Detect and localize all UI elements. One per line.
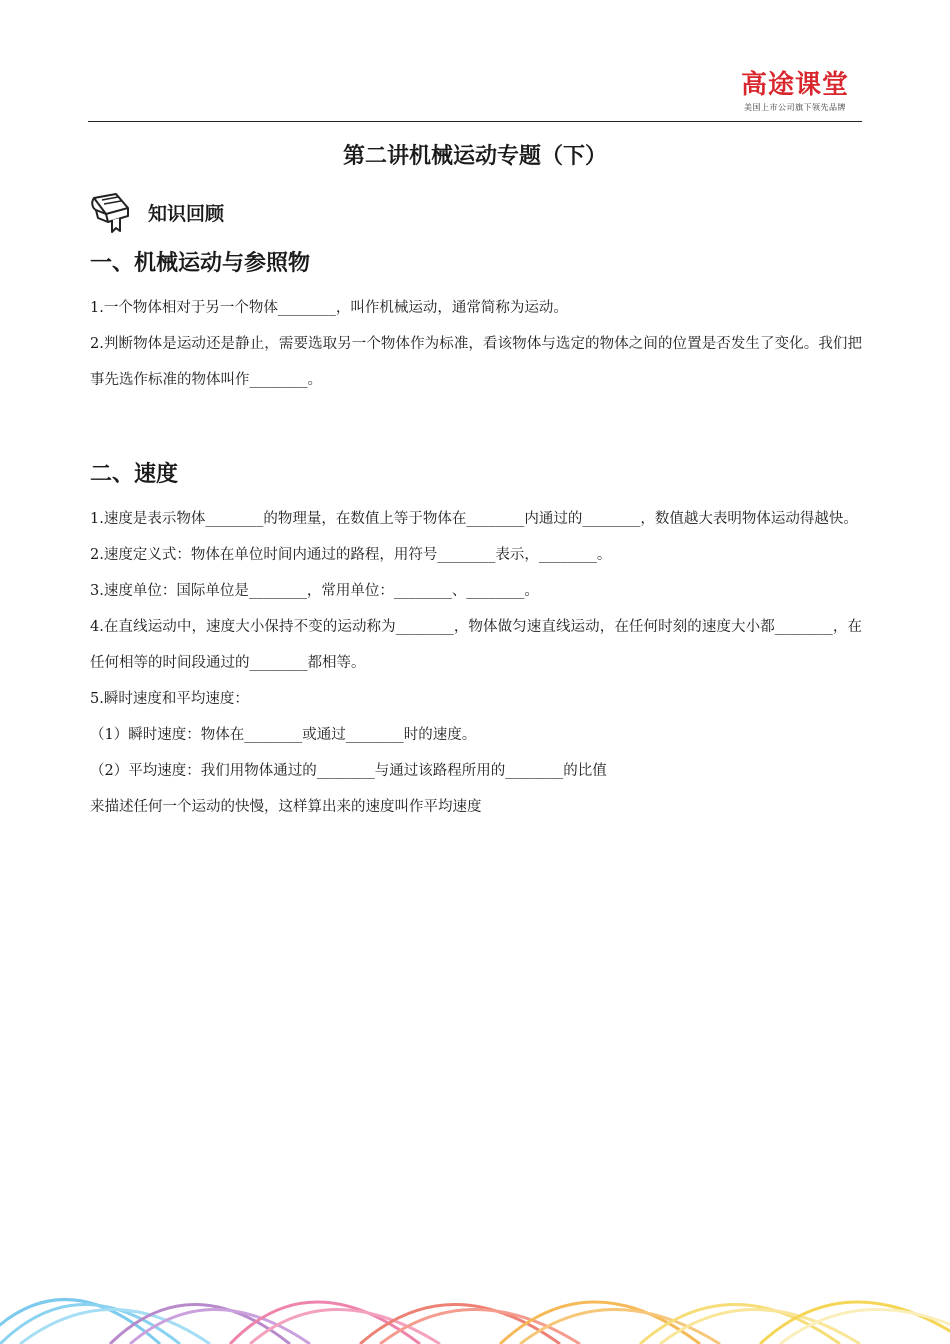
paragraph: （1）瞬时速度：物体在________或通过________时的速度。 xyxy=(90,727,477,743)
section-speed xyxy=(90,459,862,825)
book-icon xyxy=(90,190,136,234)
section-heading: 一、机械运动与参照物 xyxy=(90,251,311,276)
paragraph: （2）平均速度：我们用物体通过的________与通过该路程所用的________的比值 xyxy=(90,763,607,779)
logo-name: 高途课堂 xyxy=(740,70,849,100)
brand-logo xyxy=(735,70,855,114)
paragraph: 4.在直线运动中，速度大小保持不变的运动称为________，物体做匀速直线运动，在任何时刻的速度大小都________，在任何相等的时间段通过的________都相等。 xyxy=(90,619,862,671)
decorative-rainbow-footer xyxy=(0,1265,950,1344)
paragraph: 来描述任何一个运动的快慢，这样算出来的速度叫作平均速度 xyxy=(90,799,482,815)
paragraph: 1.一个物体相对于另一个物体________，叫作机械运动，通常简称为运动。 xyxy=(90,300,568,316)
section-heading: 二、速度 xyxy=(90,462,179,487)
review-label: 知识回顾 xyxy=(148,202,225,225)
logo-tagline: 美国上市公司旗下领先品牌 xyxy=(744,103,846,112)
paragraph: 2.判断物体是运动还是静止，需要选取另一个物体作为标准，看该物体与选定的物体之间的位置是否发生了变化。我们把事先选作标准的物体叫作________。 xyxy=(90,336,862,388)
paragraph: 5.瞬时速度和平均速度： xyxy=(90,691,249,707)
paragraph: 1.速度是表示物体________的物理量，在数值上等于物体在________内通过的________，数值越大表明物体运动得越快。 xyxy=(90,511,858,527)
section-mechanical-motion xyxy=(90,248,862,398)
page-title: 第二讲机械运动专题（下） xyxy=(342,144,607,169)
paragraph: 3.速度单位：国际单位是________，常用单位：________、________。 xyxy=(90,583,539,599)
header-divider xyxy=(88,121,862,122)
paragraph: 2.速度定义式：物体在单位时间内通过的路程，用符号________表示，________。 xyxy=(90,547,612,563)
knowledge-review-header xyxy=(90,190,224,234)
